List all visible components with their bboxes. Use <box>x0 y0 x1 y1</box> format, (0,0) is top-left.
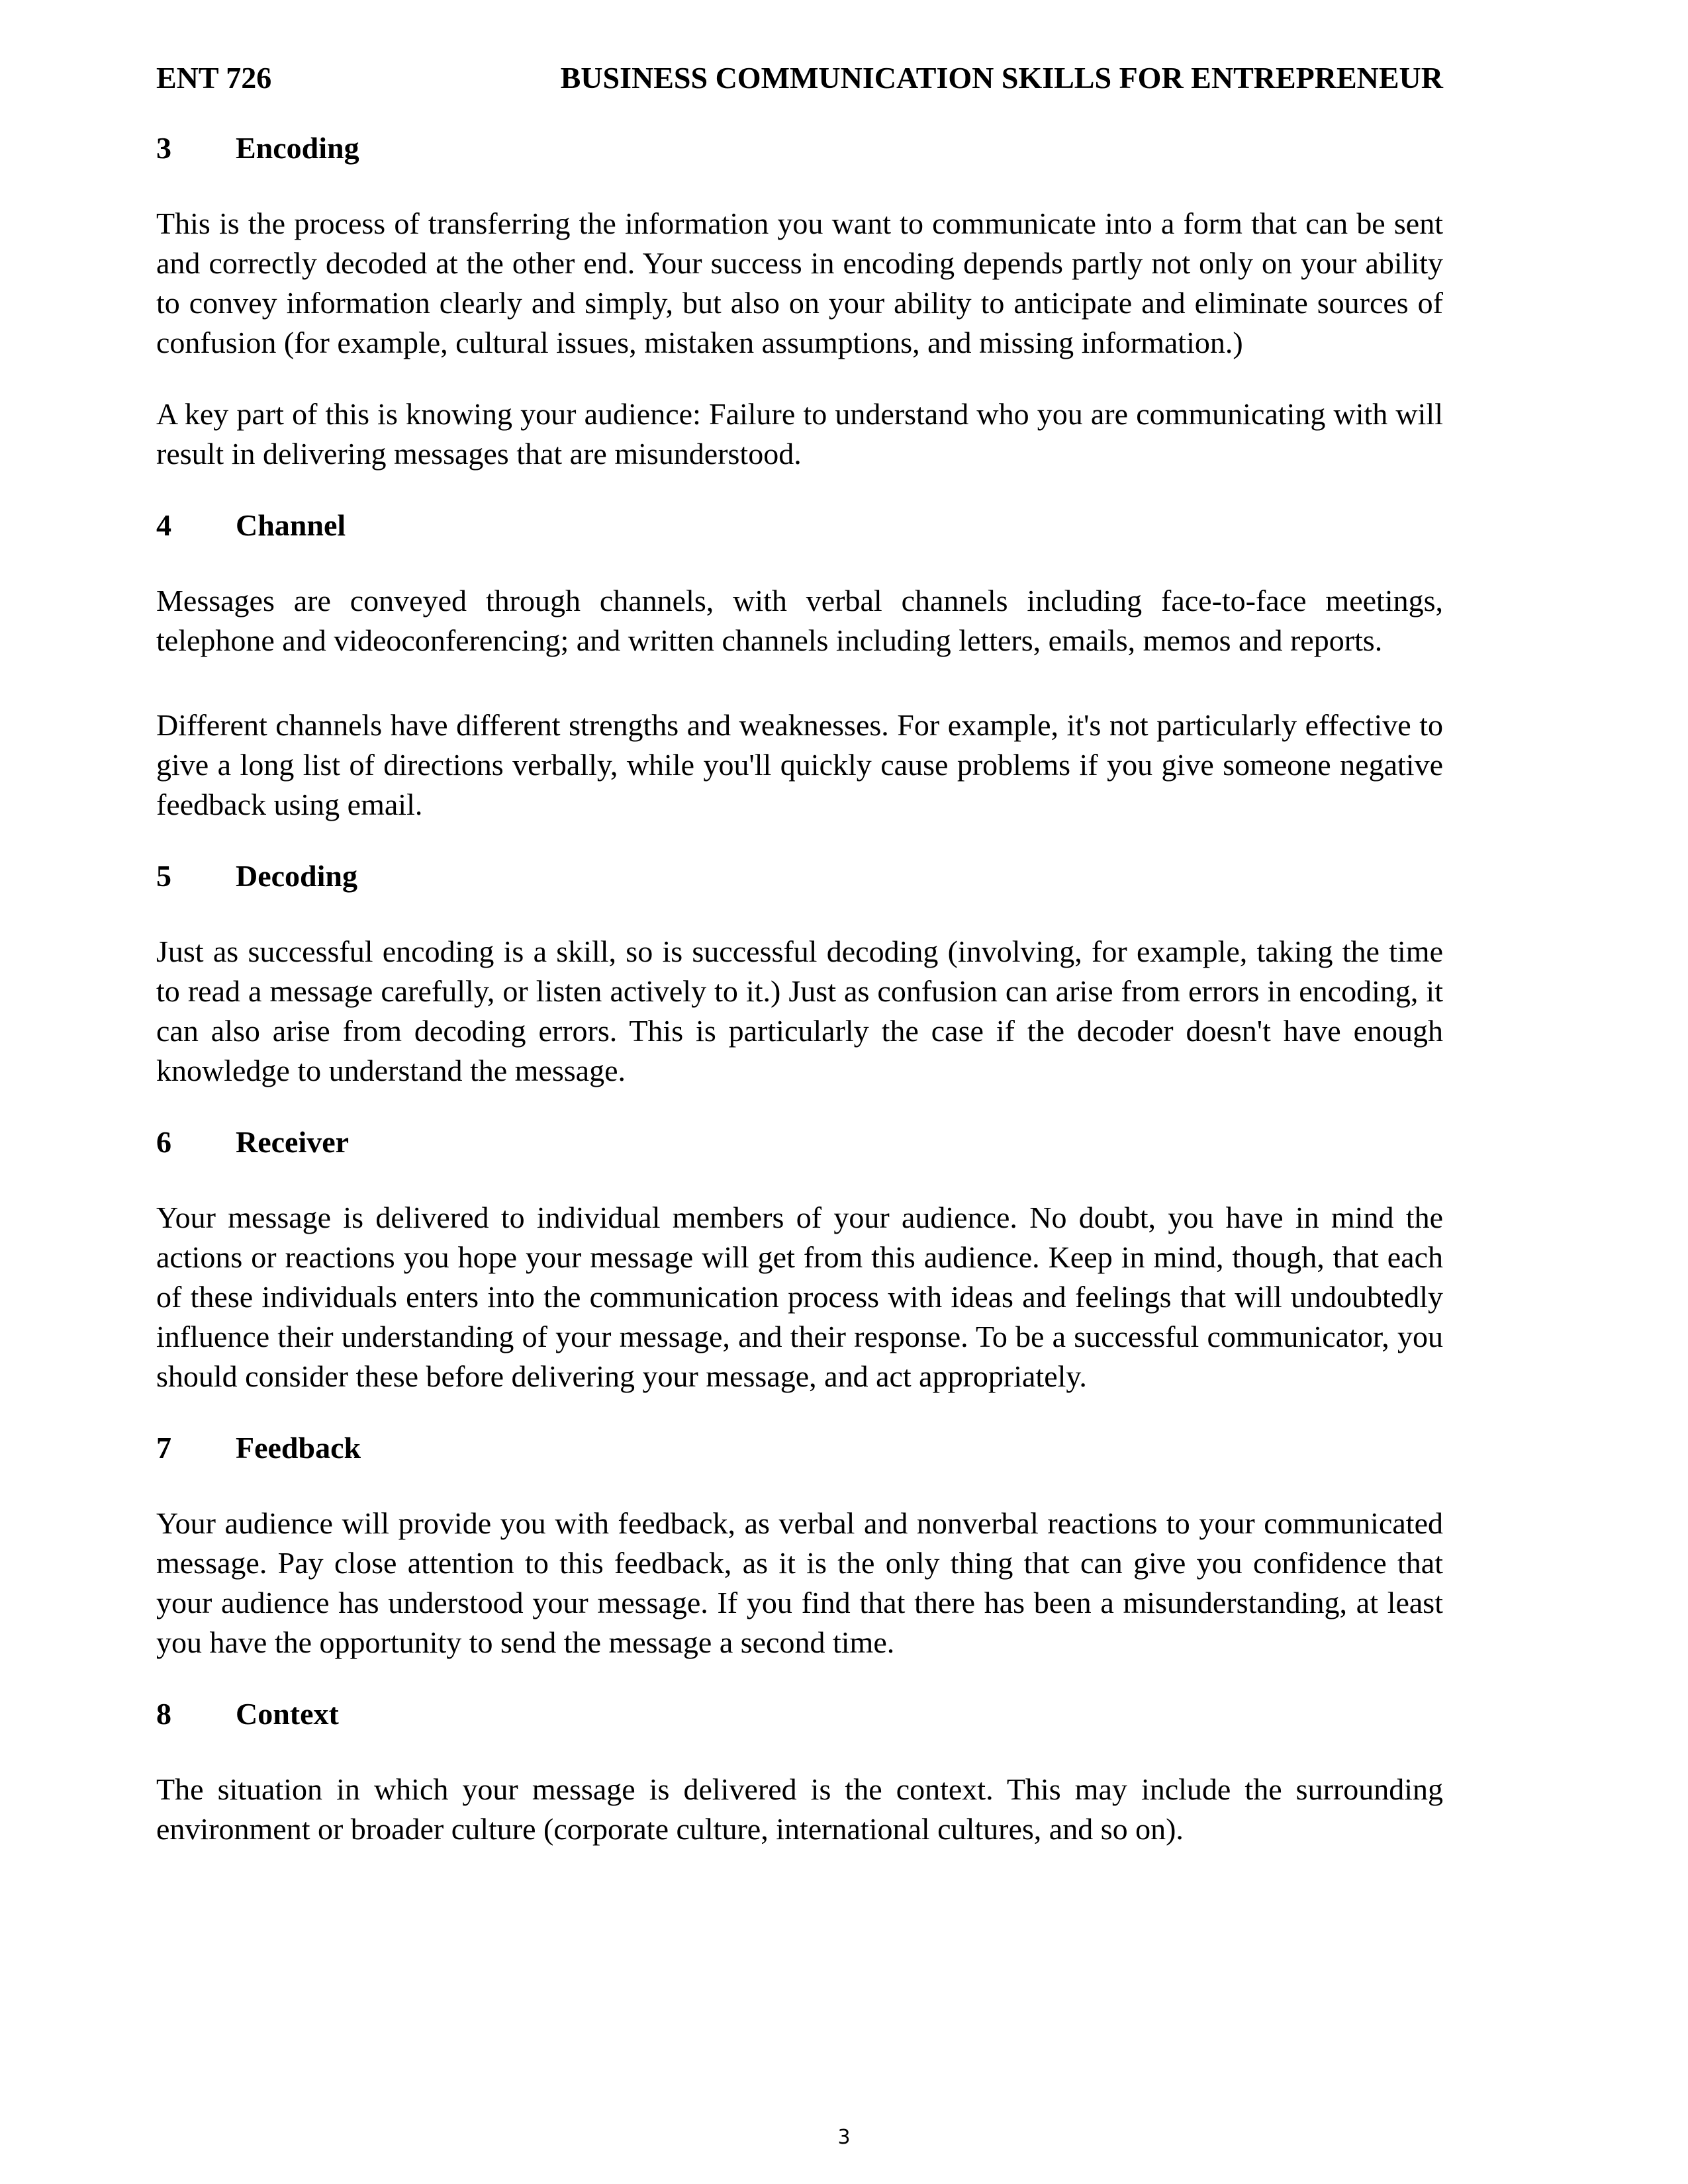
paragraph: Messages are conveyed through channels, with verbal channels including face-to-face meetings, telephone and videoconferencing; and written channels including letters, emails, memos and reports. <box>156 584 1443 657</box>
section-title: Decoding <box>236 859 357 893</box>
section-title: Context <box>236 1697 339 1731</box>
course-code: ENT 726 <box>156 61 272 95</box>
paragraph: Your audience will provide you with feedback, as verbal and nonverbal reactions to your communicated message. Pay close attention to this feedback, as it is the only thing that can give you confidence that your audience has understood your message. If you find that there has been a misunderstanding, at least you have the opportunity to send the message a second time. <box>156 1506 1443 1659</box>
course-title: BUSINESS COMMUNICATION SKILLS FOR ENTREPRENEUR <box>560 61 1443 95</box>
section-heading-decoding <box>156 856 1443 896</box>
paragraph: Just as successful encoding is a skill, so is successful decoding (involving, for example, taking the time to read a message carefully, or listen actively to it.) Just as confusion can arise from errors in encoding, it can also arise from decoding errors. This is particularly the case if the decoder doesn't have enough knowledge to understand the message. <box>156 934 1443 1087</box>
section-number: 4 <box>156 508 171 542</box>
section-heading-encoding <box>156 128 1443 168</box>
page-content <box>156 128 1443 1881</box>
paragraph: Your message is delivered to individual members of your audience. No doubt, you have in mind the actions or reactions you hope your message will get from this audience. Keep in mind, though, that each of these individuals enters into the communication process with ideas and feelings that will undoubtedly influence their understanding of your message, and their response. To be a successful communicator, you should consider these before delivering your message, and act appropriately. <box>156 1201 1443 1393</box>
paragraph: A key part of this is knowing your audience: Failure to understand who you are communicating with will result in delivering messages that are misunderstood. <box>156 397 1443 471</box>
section-title: Channel <box>236 508 346 542</box>
section-number: 6 <box>156 1125 171 1159</box>
section-heading-channel <box>156 506 1443 545</box>
section-title: Feedback <box>236 1431 361 1465</box>
section-number: 5 <box>156 859 171 893</box>
section-number: 8 <box>156 1697 171 1731</box>
section-heading-context <box>156 1694 1443 1734</box>
section-title: Encoding <box>236 131 359 165</box>
section-heading-feedback <box>156 1428 1443 1468</box>
page-header <box>156 58 1443 98</box>
section-heading-receiver <box>156 1122 1443 1162</box>
paragraph: Different channels have different strengths and weaknesses. For example, it's not particularly effective to give a long list of directions verbally, while you'll quickly cause problems if you give someone negative feedback using email. <box>156 708 1443 821</box>
section-number: 7 <box>156 1431 171 1465</box>
document-page <box>156 0 1443 2184</box>
paragraph: This is the process of transferring the information you want to communicate into a form that can be sent and correctly decoded at the other end. Your success in encoding depends partly not only on your ability to convey information clearly and simply, but also on your ability to anticipate and eliminate sources of confusion (for example, cultural issues, mistaken assumptions, and missing information.) <box>156 206 1443 359</box>
section-number: 3 <box>156 131 171 165</box>
page-number: 3 <box>837 2126 851 2149</box>
section-title: Receiver <box>236 1125 350 1159</box>
paragraph: The situation in which your message is delivered is the context. This may include the surrounding environment or broader culture (corporate culture, international cultures, and so on). <box>156 1772 1443 1846</box>
